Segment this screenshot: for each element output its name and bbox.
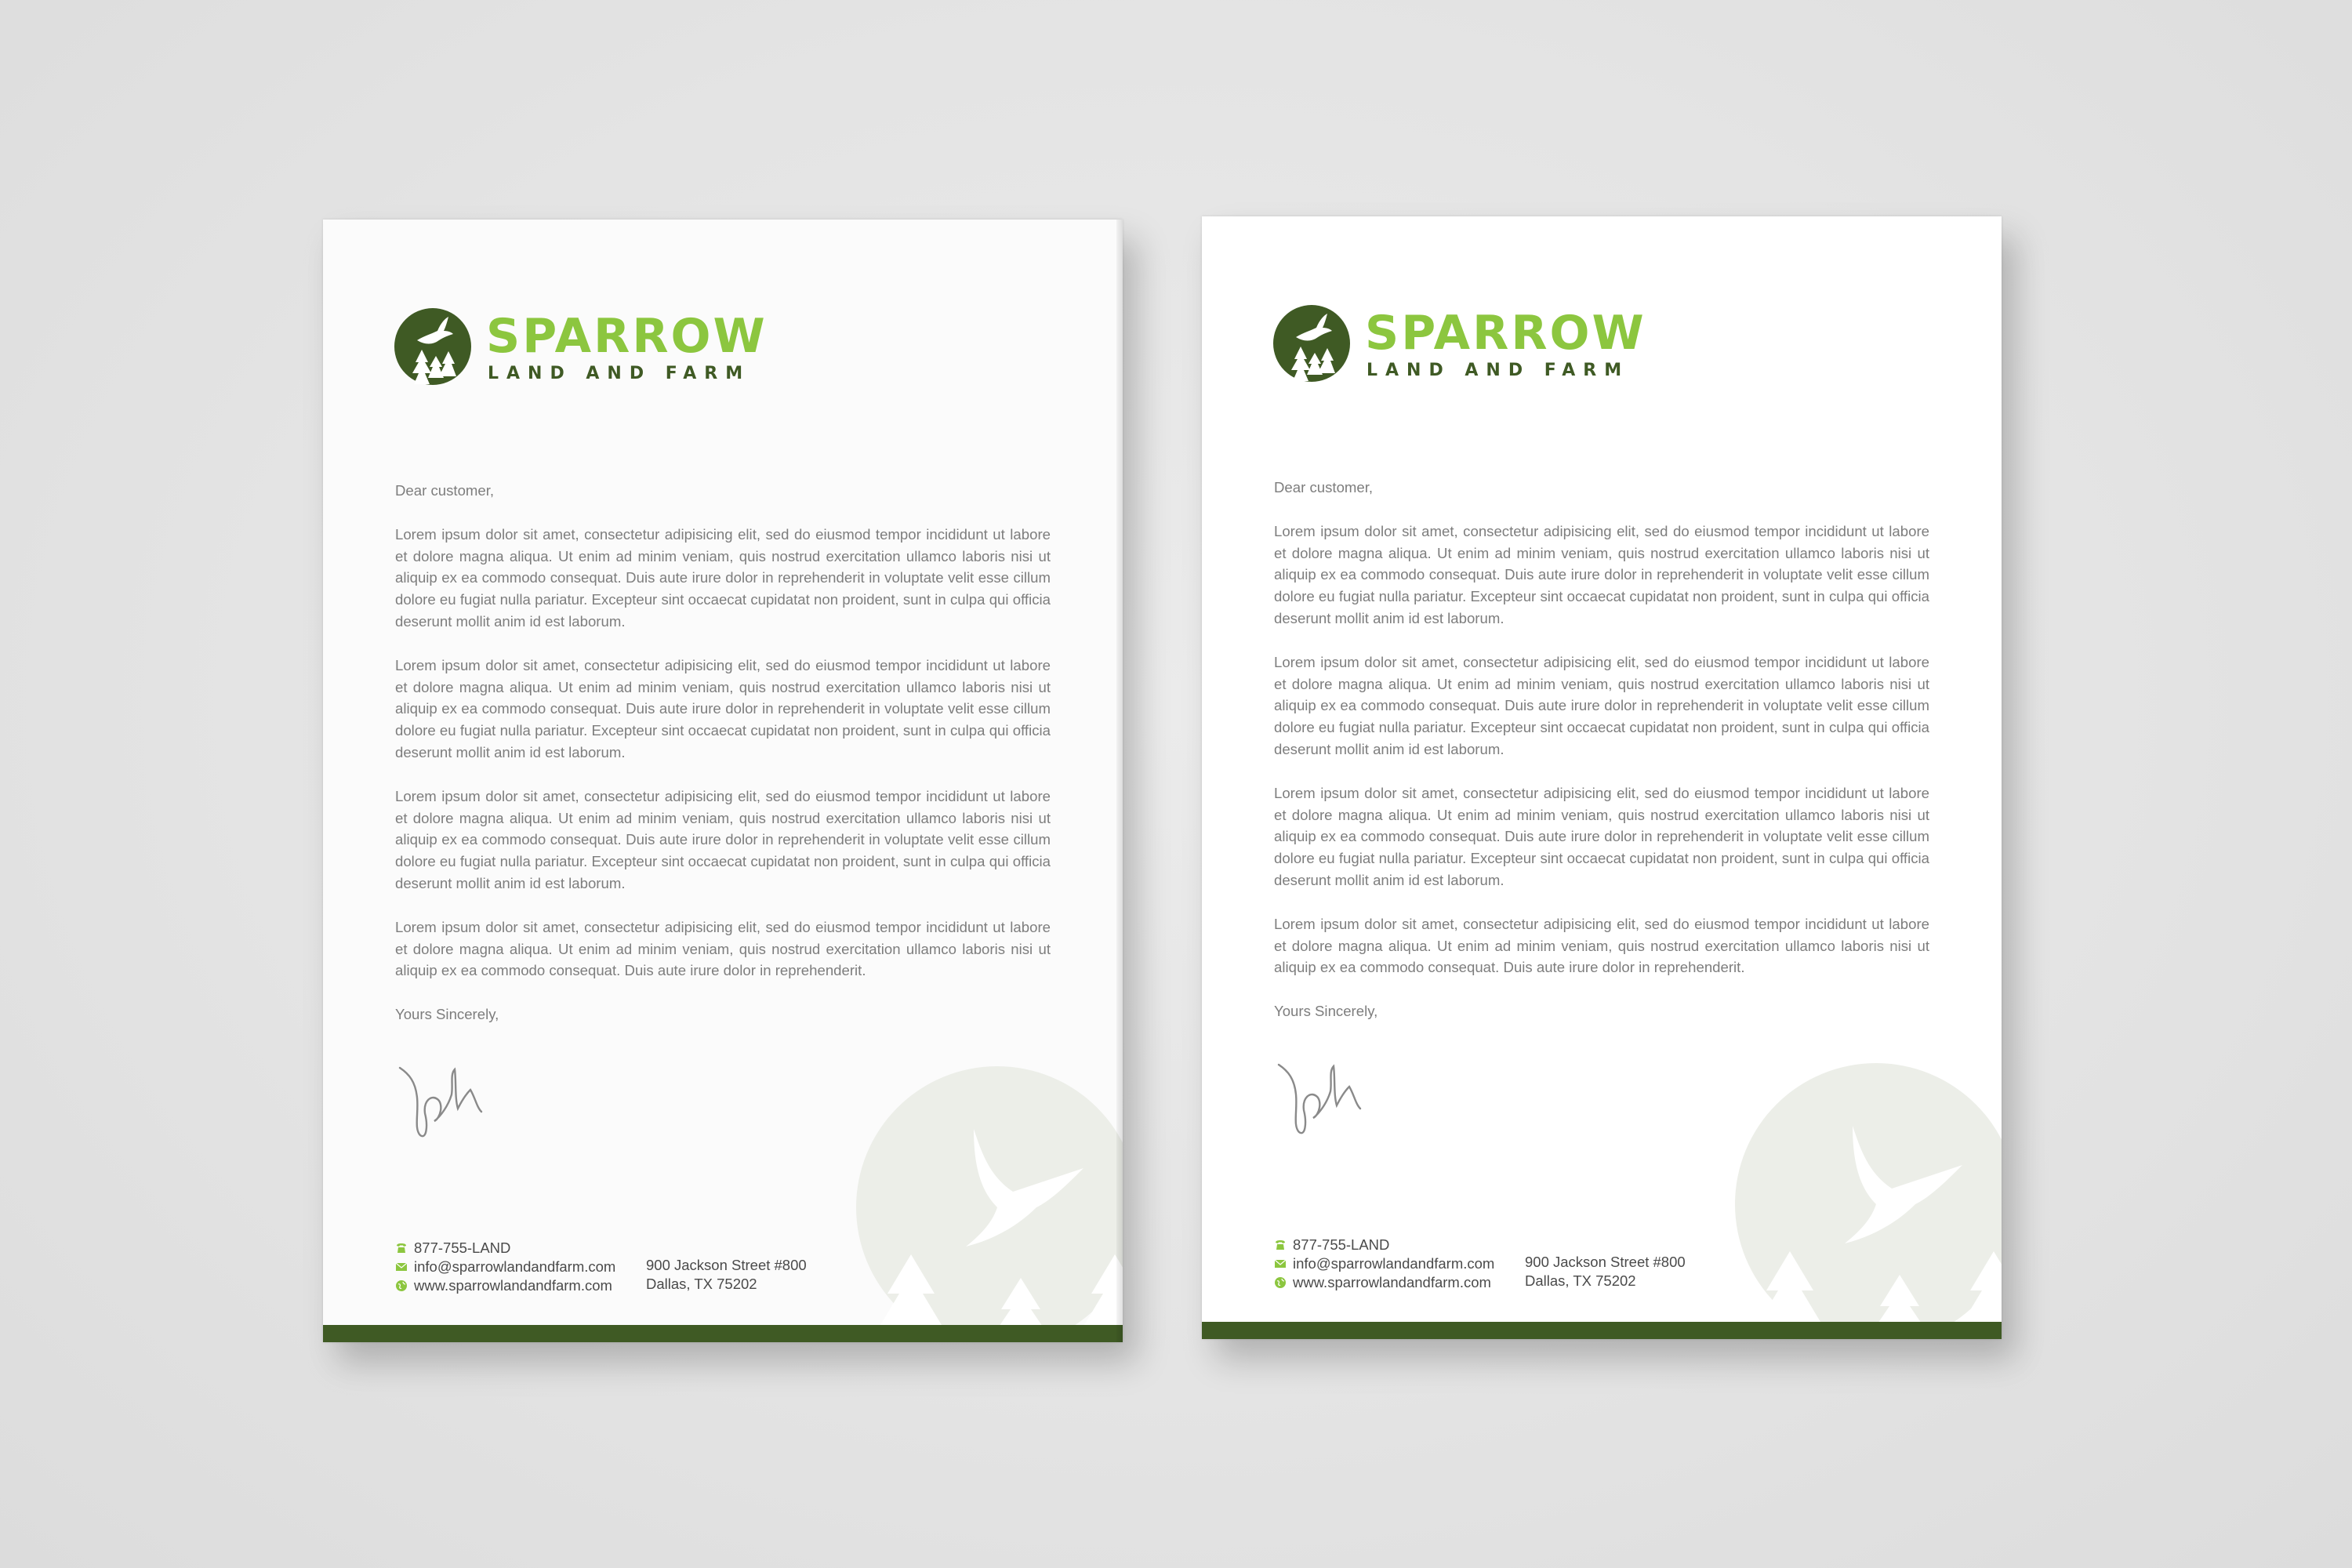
globe-icon (1274, 1276, 1287, 1289)
brand-tagline: LAND AND FARM (1367, 361, 1630, 380)
address-line-2: Dallas, TX 75202 (646, 1276, 757, 1292)
letter-paragraph: Lorem ipsum dolor sit amet, consectetur adipisicing elit, sed do eiusmod tempor incididunt ut labore et dolore magna aliqua. Ut enim ad minim veniam, quis nostrud exercitation ullamco laboris nisi ut aliquip ex ea commodo consequat. Duis aute irure dolor in reprehenderit in voluptate velit esse cillum dolore eu fugiat nulla pariatur. Excepteur sint occaecat cupidatat non proident, sunt in culpa qui officia deserunt mollit anim id est laborum. (1274, 653, 1929, 757)
footer-bar (323, 1325, 1123, 1342)
email-link[interactable]: info@sparrowlandandfarm.com (1293, 1255, 1495, 1272)
sparrow-watermark-icon (1735, 1063, 2002, 1339)
contact-website (395, 1276, 615, 1295)
address-line-1: 900 Jackson Street #800 (1525, 1254, 1686, 1270)
address-block (1525, 1253, 1686, 1290)
signature (1272, 1047, 1374, 1142)
brand-tagline: LAND AND FARM (488, 364, 751, 383)
footer-bar (1202, 1322, 2002, 1339)
contact-website (1274, 1273, 1494, 1292)
contact-email (1274, 1254, 1494, 1273)
letter-paragraph: Lorem ipsum dolor sit amet, consectetur adipisicing elit, sed do eiusmod tempor incididunt ut labore et dolore magna aliqua. Ut enim ad minim veniam, quis nostrud exercitation ullamco laboris nisi ut aliquip ex ea commodo consequat. Duis aute irure dolor in reprehenderit in voluptate velit esse cillum dolore eu fugiat nulla pariatur. Excepteur sint occaecat cupidatat non proident, sunt in culpa qui officia deserunt mollit anim id est laborum. (395, 525, 1051, 630)
envelope-icon (1274, 1258, 1287, 1270)
letter-closing: Yours Sincerely, (395, 1006, 499, 1023)
letter-greeting: Dear customer, (395, 482, 495, 499)
envelope-icon (395, 1261, 408, 1273)
letter-paragraph: Lorem ipsum dolor sit amet, consectetur adipisicing elit, sed do eiusmod tempor incididunt ut labore et dolore magna aliqua. Ut enim ad minim veniam, quis nostrud exercitation ullamco laboris nisi ut aliquip ex ea commodo consequat. Duis aute irure dolor in reprehenderit in voluptate velit esse cillum dolore eu fugiat nulla pariatur. Excepteur sint occaecat cupidatat non proident, sunt in culpa qui officia deserunt mollit anim id est laborum. (1274, 784, 1929, 888)
letterhead-sheet-left (323, 220, 1123, 1342)
letter-paragraph: Lorem ipsum dolor sit amet, consectetur adipisicing elit, sed do eiusmod tempor incididunt ut labore et dolore magna aliqua. Ut enim ad minim veniam, quis nostrud exercitation ullamco laboris nisi ut aliquip ex ea commodo consequat. Duis aute irure dolor in reprehenderit. (1274, 915, 1929, 976)
letter-paragraph: Lorem ipsum dolor sit amet, consectetur adipisicing elit, sed do eiusmod tempor incididunt ut labore et dolore magna aliqua. Ut enim ad minim veniam, quis nostrud exercitation ullamco laboris nisi ut aliquip ex ea commodo consequat. Duis aute irure dolor in reprehenderit. (395, 918, 1051, 979)
brand-name: SPARROW (1365, 306, 1646, 361)
phone-text[interactable]: 877-755-LAND (1293, 1236, 1390, 1253)
contact-email (395, 1258, 615, 1276)
sparrow-over-pine-trees-icon (394, 307, 472, 386)
letter-paragraph: Lorem ipsum dolor sit amet, consectetur adipisicing elit, sed do eiusmod tempor incididunt ut labore et dolore magna aliqua. Ut enim ad minim veniam, quis nostrud exercitation ullamco laboris nisi ut aliquip ex ea commodo consequat. Duis aute irure dolor in reprehenderit in voluptate velit esse cillum dolore eu fugiat nulla pariatur. Excepteur sint occaecat cupidatat non proident, sunt in culpa qui officia deserunt mollit anim id est laborum. (395, 787, 1051, 891)
phone-icon (395, 1242, 408, 1254)
signature (394, 1051, 495, 1145)
address-line-1: 900 Jackson Street #800 (646, 1257, 807, 1273)
brand-logo (394, 307, 801, 394)
email-link[interactable]: info@sparrowlandandfarm.com (414, 1258, 616, 1275)
address-line-2: Dallas, TX 75202 (1525, 1272, 1636, 1289)
address-block (646, 1256, 807, 1294)
letter-paragraph: Lorem ipsum dolor sit amet, consectetur adipisicing elit, sed do eiusmod tempor incididunt ut labore et dolore magna aliqua. Ut enim ad minim veniam, quis nostrud exercitation ullamco laboris nisi ut aliquip ex ea commodo consequat. Duis aute irure dolor in reprehenderit in voluptate velit esse cillum dolore eu fugiat nulla pariatur. Excepteur sint occaecat cupidatat non proident, sunt in culpa qui officia deserunt mollit anim id est laborum. (395, 656, 1051, 760)
letter-body (1274, 477, 1929, 1044)
website-link[interactable]: www.sparrowlandandfarm.com (414, 1277, 612, 1294)
letter-greeting: Dear customer, (1274, 479, 1374, 495)
contact-phone (1274, 1236, 1494, 1254)
letter-paragraph: Lorem ipsum dolor sit amet, consectetur adipisicing elit, sed do eiusmod tempor incididunt ut labore et dolore magna aliqua. Ut enim ad minim veniam, quis nostrud exercitation ullamco laboris nisi ut aliquip ex ea commodo consequat. Duis aute irure dolor in reprehenderit in voluptate velit esse cillum dolore eu fugiat nulla pariatur. Excepteur sint occaecat cupidatat non proident, sunt in culpa qui officia deserunt mollit anim id est laborum. (1274, 522, 1929, 626)
letter-closing: Yours Sincerely, (1274, 1003, 1378, 1020)
phone-icon (1274, 1239, 1287, 1251)
brand-name: SPARROW (486, 309, 768, 364)
contact-block (395, 1239, 615, 1295)
website-link[interactable]: www.sparrowlandandfarm.com (1293, 1274, 1491, 1290)
contact-block (1274, 1236, 1494, 1292)
contact-phone (395, 1239, 615, 1258)
brand-logo (1272, 304, 1680, 390)
globe-icon (395, 1279, 408, 1292)
letterhead-sheet-right (1202, 216, 2002, 1339)
phone-text[interactable]: 877-755-LAND (414, 1240, 511, 1256)
sparrow-over-pine-trees-icon (1272, 304, 1351, 383)
letter-body (395, 480, 1051, 1047)
sparrow-watermark-icon (856, 1066, 1123, 1342)
